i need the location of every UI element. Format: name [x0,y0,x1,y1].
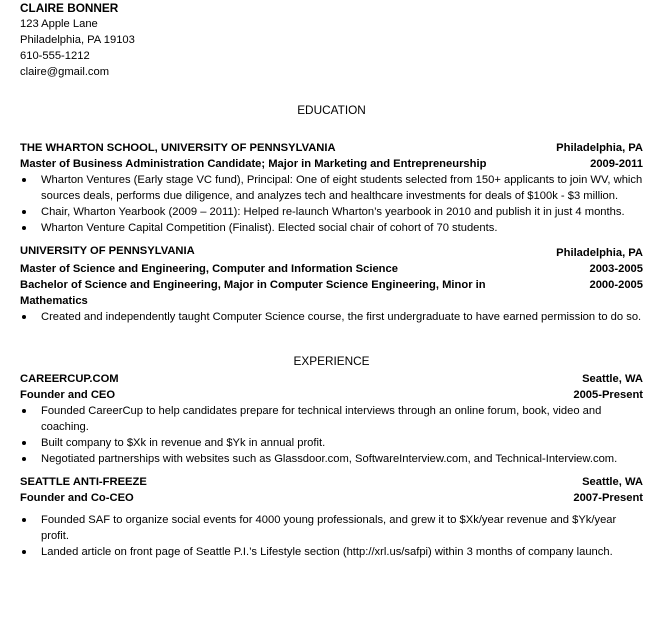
bullet-text: Built company to $Xk in revenue and $Yk in annual profit. [41,437,326,449]
bullet-icon [22,226,26,230]
degree-name: Master of Science and Engineering, Computer and Information Science [20,263,398,275]
experience-heading: EXPERIENCE [293,354,370,368]
bullet-icon [22,518,26,522]
degree-dates: 2000-2005 [589,279,643,291]
bullet-text: Wharton Venture Capital Competition (Finalist). Elected social chair of cohort of 70 students. [41,222,498,234]
role-row [20,387,643,403]
bullet-list [20,512,643,560]
bullet-text: Chair, Wharton Yearbook (2009 – 2011): Helped re-launch Wharton’s yearbook in 2010 and publish it in just 4 months. [41,206,625,218]
list-item [20,172,643,204]
role-title: Founder and CEO [20,389,116,401]
bullet-list [20,172,643,236]
school-location: Philadelphia, PA [556,142,643,154]
school-row [20,140,643,156]
degree-name: Bachelor of Science and Engineering, Major in Computer Science Engineering, Minor in Mathematics [20,279,486,307]
bullet-list [20,403,643,467]
bullet-text: Founded CareerCup to help candidates prepare for technical interviews through an online forum, book, video and coaching. [41,405,602,433]
bullet-icon [22,315,26,319]
role-dates: 2007-Present [573,492,643,504]
education-entry [20,140,643,236]
list-item [20,220,643,236]
list-item [20,544,643,560]
company-location: Seattle, WA [582,476,643,488]
role-dates: 2005-Present [573,389,643,401]
list-item [20,435,643,451]
bullet-icon [22,409,26,413]
list-item [20,403,643,435]
address-line-2: Philadelphia, PA 19103 [20,34,135,46]
bullet-icon [22,457,26,461]
experience-entry [20,371,643,467]
school-row [20,243,643,261]
degree-dates: 2003-2005 [589,263,643,275]
role-row [20,490,643,506]
list-item [20,309,643,325]
list-item [20,512,643,544]
bullet-text: Founded SAF to organize social events for 4000 young professionals, and grew it to $Xk/year revenue and $Yk/year profit. [41,514,617,542]
company-row [20,474,643,490]
bullet-icon [22,550,26,554]
school-name: THE WHARTON SCHOOL, UNIVERSITY OF PENNSYLVANIA [20,142,336,154]
education-heading: EDUCATION [297,103,366,117]
degree-row [20,261,643,277]
bullet-text: Wharton Ventures (Early stage VC fund), Principal: One of eight students selected from 150+ applicants to join WV, which sources deals, performs due diligence, and analyzes tech and healthcare investments for deals of $100k - $3 million. [41,174,643,202]
candidate-name: CLAIRE BONNER [20,1,119,15]
bullet-icon [22,441,26,445]
school-location: Philadelphia, PA [556,247,643,259]
company-location: Seattle, WA [582,373,643,385]
degree-row [20,156,643,172]
degree-dates: 2009-2011 [590,158,643,170]
bullet-icon [22,210,26,214]
bullet-text: Landed article on front page of Seattle P.I.’s Lifestyle section (http://xrl.us/safpi) within 3 months of company launch. [41,546,613,558]
list-item [20,204,643,220]
bullet-text: Created and independently taught Computer Science course, the first undergraduate to have earned permission to do so. [41,311,642,323]
role-title: Founder and Co-CEO [20,492,134,504]
bullet-list [20,309,643,325]
bullet-text: Negotiated partnerships with websites such as Glassdoor.com, SoftwareInterview.com, and Technical-Interview.com. [41,453,618,465]
degree-name: Master of Business Administration Candidate; Major in Marketing and Entrepreneurship [20,158,487,170]
address-line-1: 123 Apple Lane [20,18,98,30]
phone: 610-555-1212 [20,50,90,62]
company-row [20,371,643,387]
contact-block [20,0,643,80]
company-name: CAREERCUP.COM [20,373,119,385]
experience-entry [20,474,643,560]
email: claire@gmail.com [20,66,110,78]
list-item [20,451,643,467]
degree-row [20,277,643,309]
company-name: SEATTLE ANTI-FREEZE [20,476,147,488]
school-name: UNIVERSITY OF PENNSYLVANIA [20,245,195,257]
education-entry [20,243,643,325]
bullet-icon [22,178,26,182]
